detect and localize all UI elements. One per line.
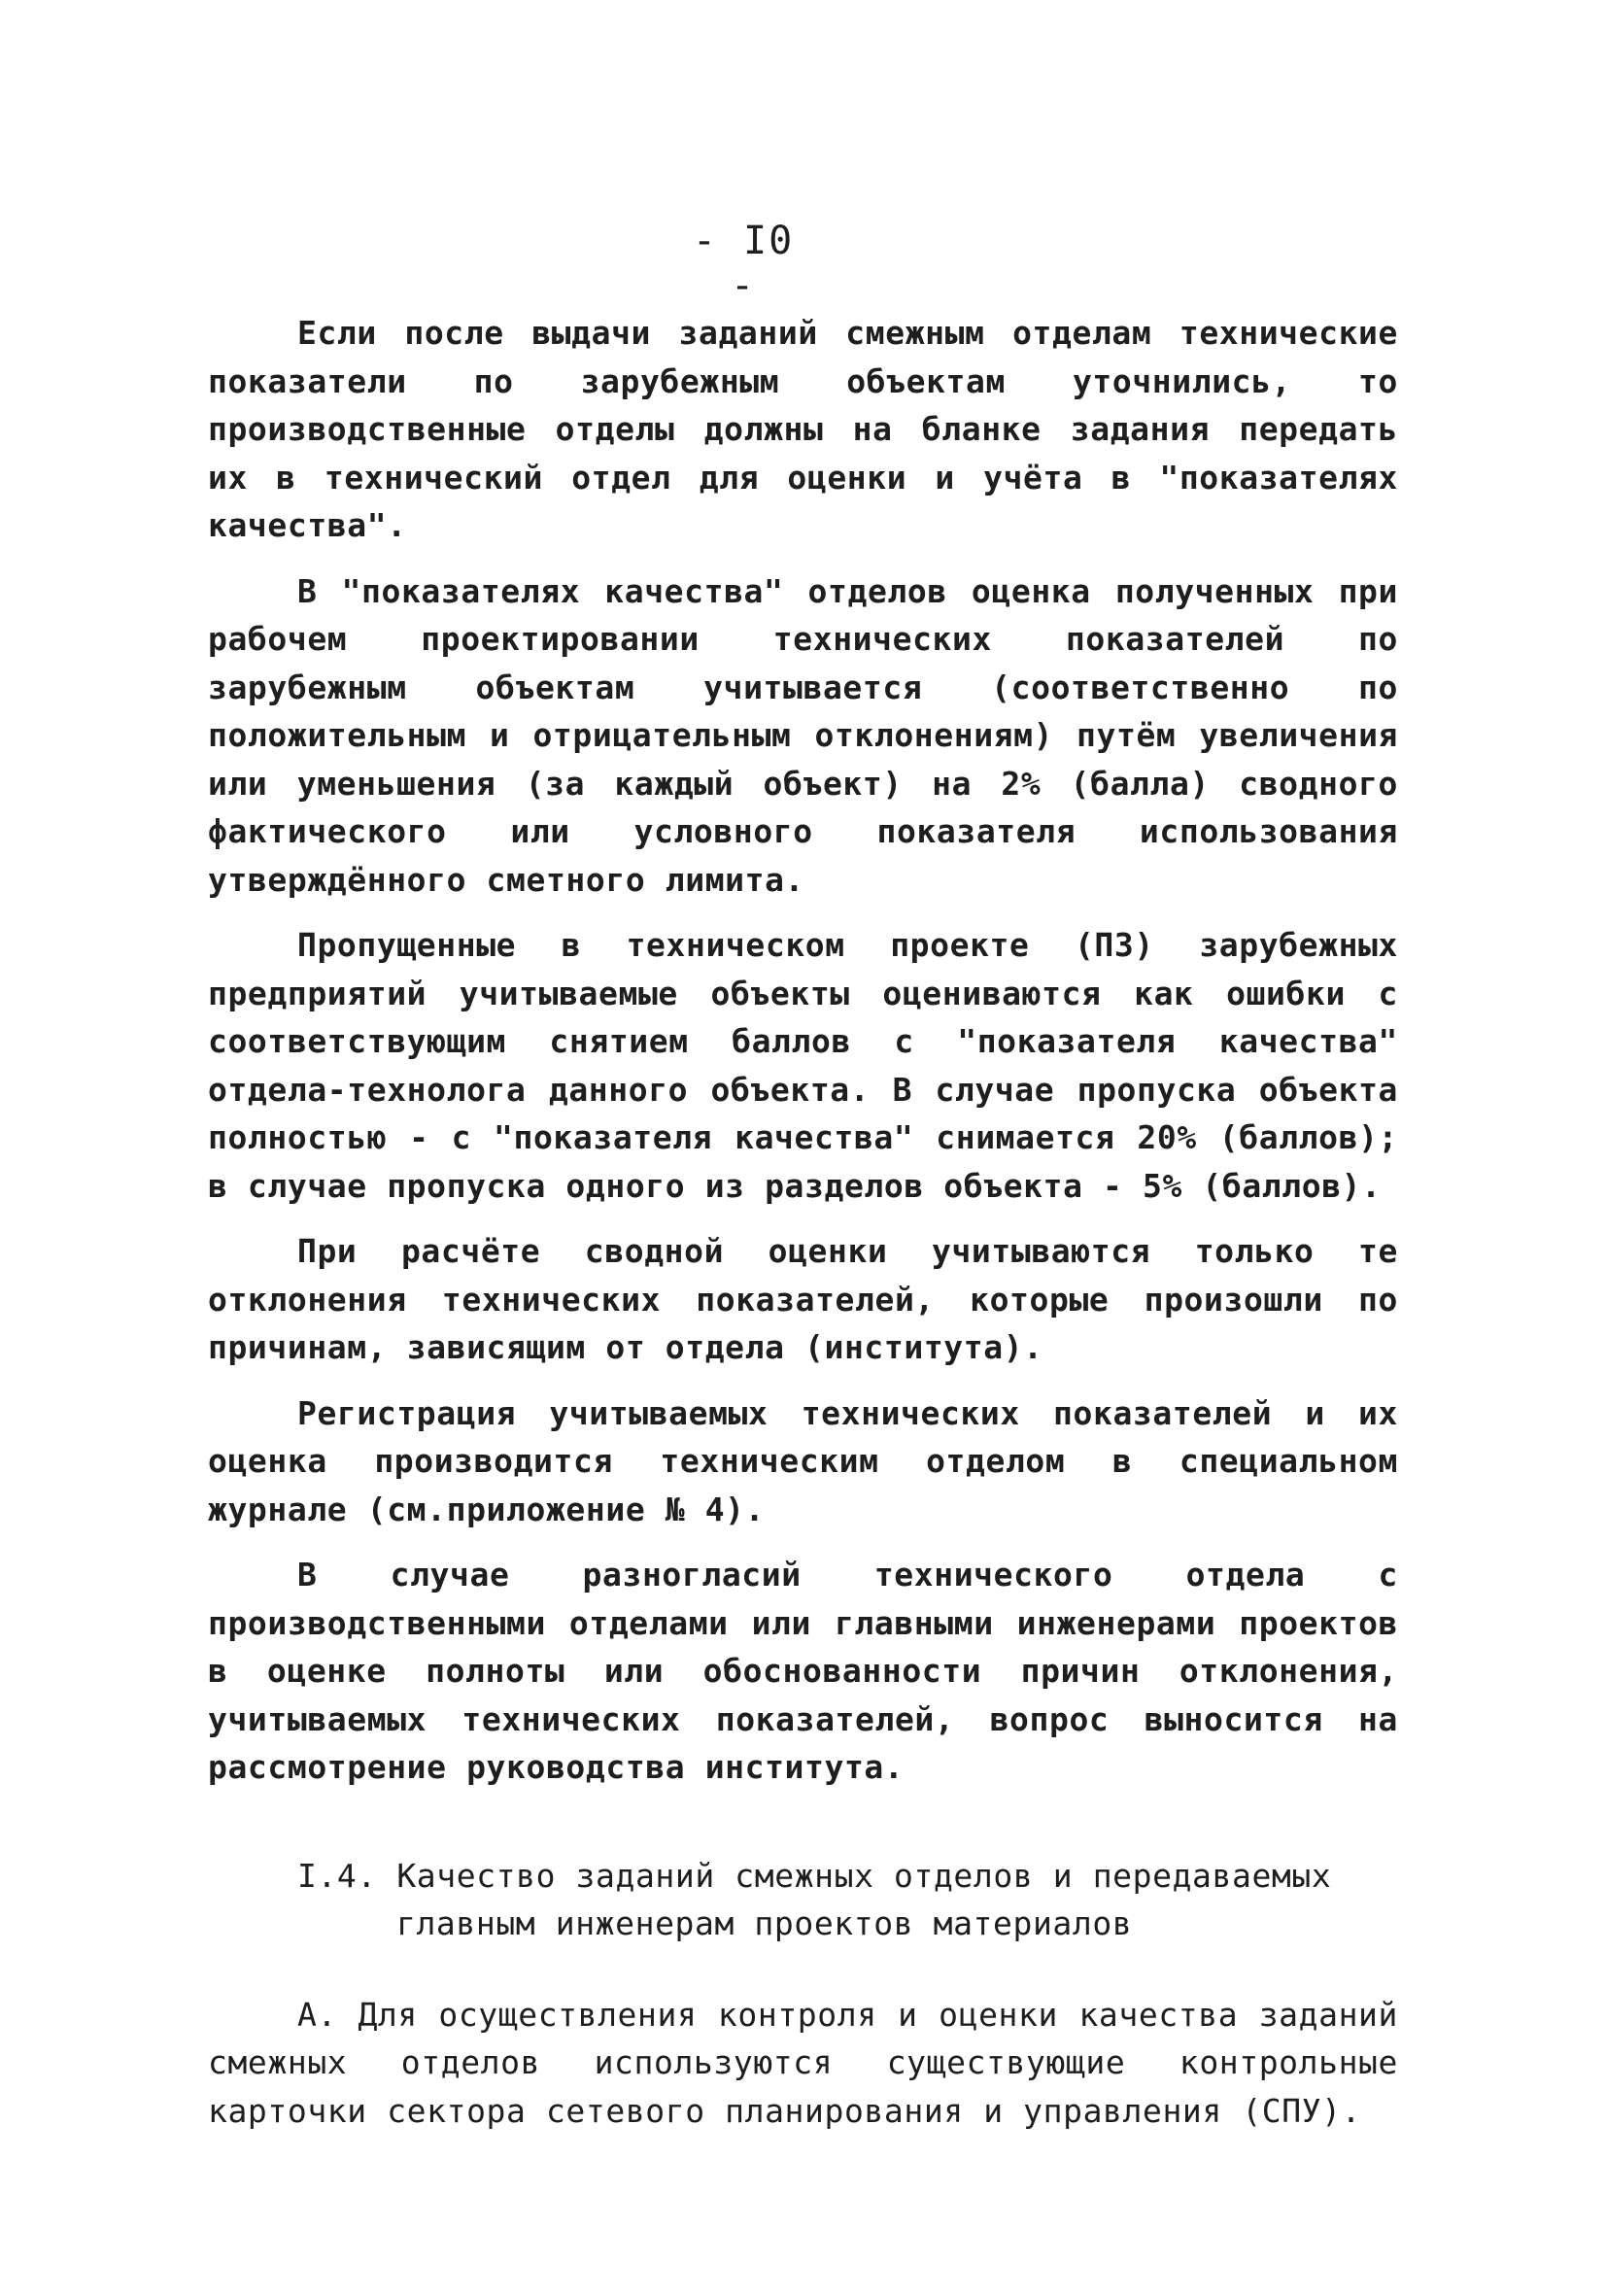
paragraph-section-a: А. Для осуществления контроля и оценки качества заданий смежных отделов используются существующие контрольные карточки сектора сетевого планирования и управления (СПУ).	[208, 1995, 1398, 2130]
paragraph-registration: Регистрация учитываемых технических показателей и их оценка производится техническим отделом в специальном журнале (см.приложение № 4).	[208, 1393, 1398, 1528]
section-heading-line-2: главным инженерам проектов материалов	[396, 1904, 1133, 1942]
page-number: - I0 -	[692, 219, 795, 308]
paragraph-summary-assessment: При расчёте сводной оценки учитываются только те отклонения технических показателей, которые произошли по причинам, зависящим от отдела (института).	[208, 1232, 1398, 1366]
paragraph-disagreements: В случае разногласий технического отдела с производственными отделами или главными инженерами проектов в оценке полноты или обоснованности причин отклонения, учитываемых технических показателей, вопрос выносится на рассмотрение руководства института.	[208, 1556, 1398, 1786]
section-heading	[297, 1852, 1398, 1948]
paragraph-quality-indicators: В "показателях качества" отделов оценка полученных при рабочем проектировании технических показателей по зарубежным объектам учитывается (соответственно по положительным и отрицательным отклонениям) путём увеличения или уменьшения (за каждый объект) на 2% (балла) сводного фактического или условного показателя использования утверждённого сметного лимита.	[208, 571, 1398, 899]
paragraph-missed-objects: Пропущенные в техническом проекте (ПЗ) зарубежных предприятий учитываемые объекты оцениваются как ошибки с соответствующим снятием баллов с "показателя качества" отдела-технолога данного объекта. В случае пропуска объекта полностью - с "показателя качества" снимается 20% (баллов); в случае пропуска одного из разделов объекта - 5% (баллов).	[208, 926, 1398, 1205]
section-heading-line-1: I.4. Качество заданий смежных отделов и передаваемых	[297, 1856, 1332, 1895]
document-body	[208, 309, 1398, 2135]
paragraph-foreign-objects-update: Если после выдачи заданий смежным отделам технические показатели по зарубежным объектам уточнились, то производственные отделы должны на бланке задания передать их в технический отдел для оценки и учёта в "показателях качества".	[208, 314, 1398, 544]
